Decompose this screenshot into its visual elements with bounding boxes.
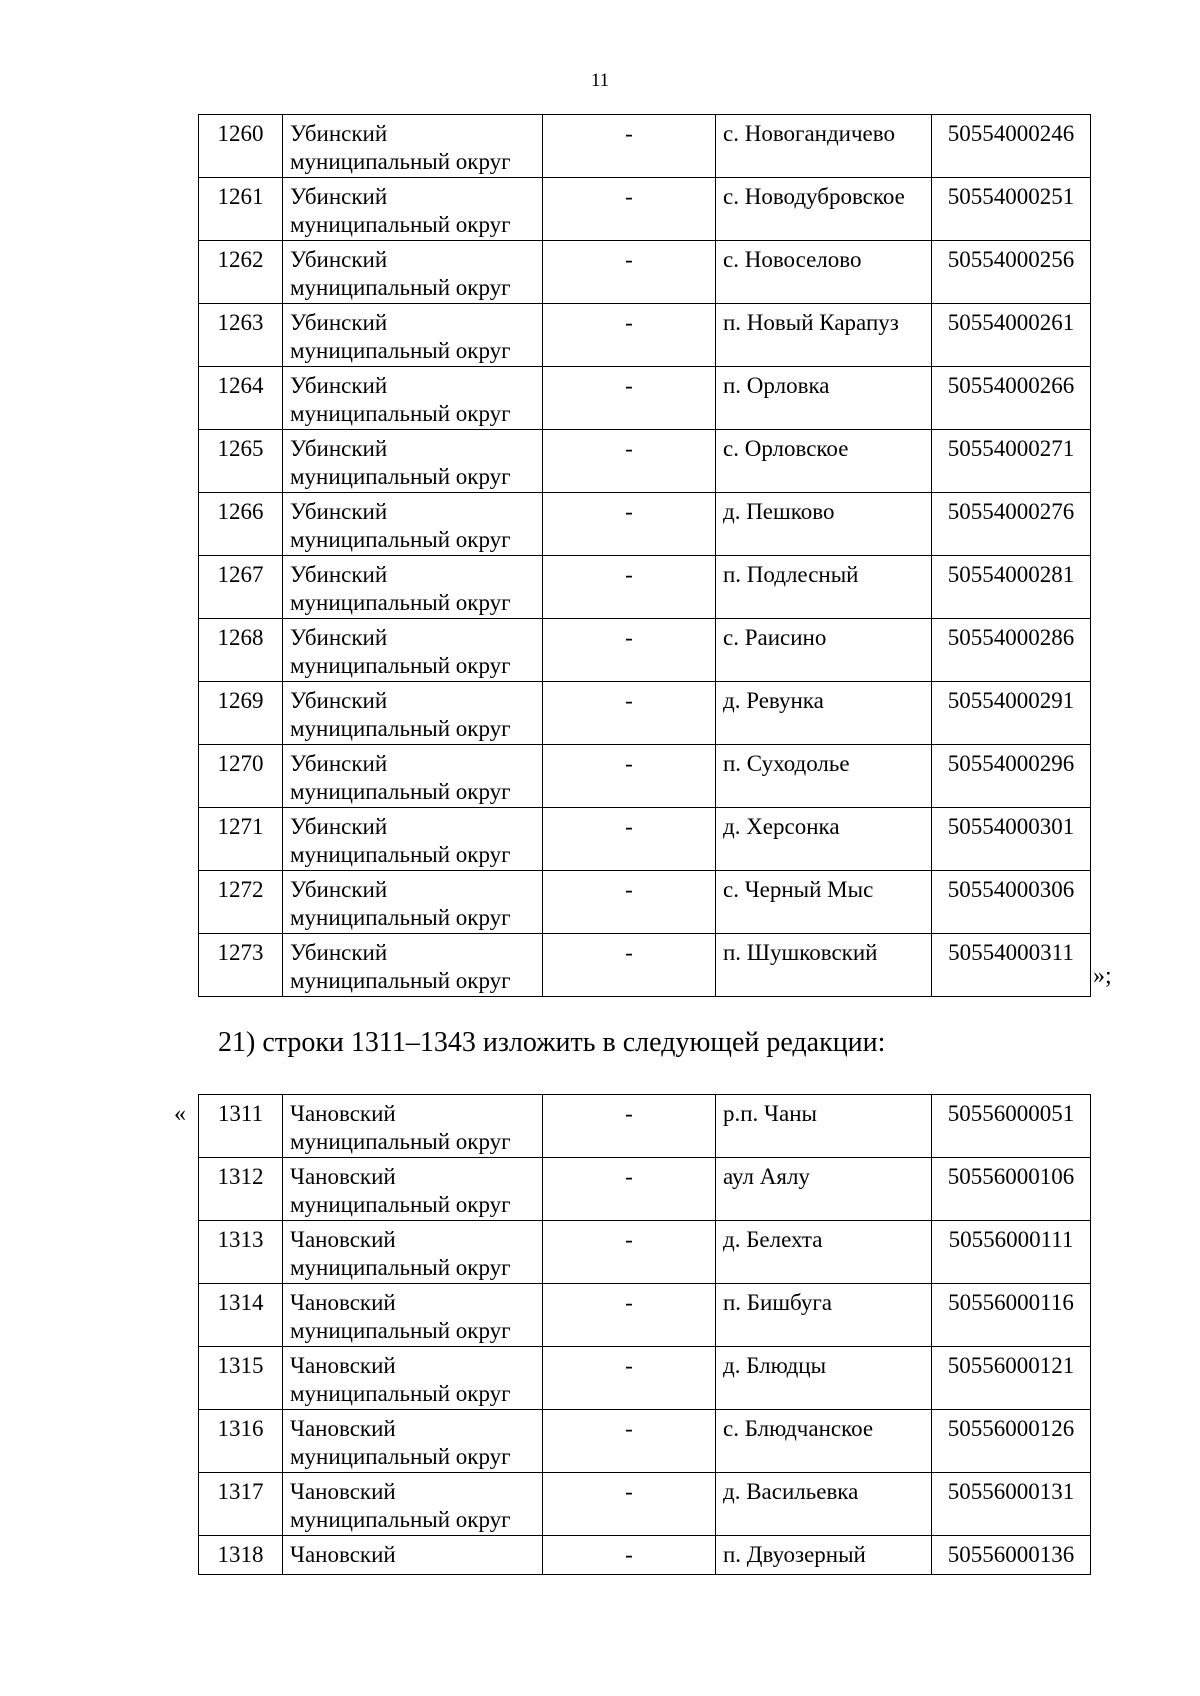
settlement-name-cell: д. Ревунка xyxy=(716,682,932,745)
district-line: Чановский xyxy=(290,1416,396,1441)
district-line: Убинский xyxy=(290,751,388,776)
district-cell xyxy=(283,934,543,997)
district-line: муниципальный округ xyxy=(290,338,511,363)
row-number-cell: 1318 xyxy=(199,1536,283,1575)
district-cell xyxy=(283,556,543,619)
row-number-cell: 1261 xyxy=(199,178,283,241)
district-line: Убинский xyxy=(290,247,388,272)
district-line: Чановский xyxy=(290,1164,396,1189)
page-number: 11 xyxy=(590,70,610,91)
district-line: муниципальный округ xyxy=(290,716,511,741)
district-cell xyxy=(283,745,543,808)
row-number-cell: 1266 xyxy=(199,493,283,556)
table-row xyxy=(199,1410,1091,1473)
table-row xyxy=(199,178,1091,241)
district-line: муниципальный округ xyxy=(290,149,511,174)
subdivision-cell: - xyxy=(543,808,716,871)
district-cell xyxy=(283,1284,543,1347)
settlement-name-cell: п. Двуозерный xyxy=(716,1536,932,1575)
table-row xyxy=(199,1221,1091,1284)
settlements-table-chanovsky-body xyxy=(199,1095,1091,1575)
settlement-name-cell: с. Раисино xyxy=(716,619,932,682)
district-line: Чановский xyxy=(290,1290,396,1315)
settlements-table-ubinsky xyxy=(198,114,1091,997)
district-line: муниципальный округ xyxy=(290,1381,511,1406)
oktmo-code-cell: 50556000126 xyxy=(932,1410,1091,1473)
table-row xyxy=(199,115,1091,178)
district-cell xyxy=(283,1095,543,1158)
settlement-name-cell: д. Белехта xyxy=(716,1221,932,1284)
row-number-cell: 1269 xyxy=(199,682,283,745)
subdivision-cell: - xyxy=(543,1347,716,1410)
district-line: муниципальный округ xyxy=(290,1444,511,1469)
subdivision-cell: - xyxy=(543,304,716,367)
oktmo-code-cell: 50556000051 xyxy=(932,1095,1091,1158)
closing-quote-mark: »; xyxy=(1093,963,1112,989)
district-line: муниципальный округ xyxy=(290,1255,511,1280)
district-cell xyxy=(283,1221,543,1284)
district-line: Убинский xyxy=(290,436,388,461)
district-line: Убинский xyxy=(290,814,388,839)
row-number-cell: 1311 xyxy=(199,1095,283,1158)
oktmo-code-cell: 50554000281 xyxy=(932,556,1091,619)
table-row xyxy=(199,619,1091,682)
district-cell xyxy=(283,367,543,430)
subdivision-cell: - xyxy=(543,1473,716,1536)
oktmo-code-cell: 50556000111 xyxy=(932,1221,1091,1284)
subdivision-cell: - xyxy=(543,682,716,745)
oktmo-code-cell: 50556000106 xyxy=(932,1158,1091,1221)
subdivision-cell: - xyxy=(543,493,716,556)
district-line: Убинский xyxy=(290,499,388,524)
district-line: муниципальный округ xyxy=(290,275,511,300)
settlements-table-chanovsky xyxy=(198,1094,1091,1575)
table-row xyxy=(199,556,1091,619)
row-number-cell: 1260 xyxy=(199,115,283,178)
subdivision-cell: - xyxy=(543,619,716,682)
table-row xyxy=(199,304,1091,367)
oktmo-code-cell: 50554000246 xyxy=(932,115,1091,178)
settlement-name-cell: п. Шушковский xyxy=(716,934,932,997)
row-number-cell: 1315 xyxy=(199,1347,283,1410)
district-line: Убинский xyxy=(290,877,388,902)
settlement-name-cell: с. Новоселово xyxy=(716,241,932,304)
table-row xyxy=(199,1347,1091,1410)
settlement-name-cell: аул Аялу xyxy=(716,1158,932,1221)
district-line: Чановский xyxy=(290,1227,396,1252)
oktmo-code-cell: 50556000116 xyxy=(932,1284,1091,1347)
district-cell xyxy=(283,1536,543,1575)
settlement-name-cell: с. Новодубровское xyxy=(716,178,932,241)
district-line: Убинский xyxy=(290,940,388,965)
district-line: муниципальный округ xyxy=(290,1129,511,1154)
settlement-name-cell: д. Пешково xyxy=(716,493,932,556)
district-cell xyxy=(283,871,543,934)
oktmo-code-cell: 50556000121 xyxy=(932,1347,1091,1410)
table-row xyxy=(199,1158,1091,1221)
district-line: муниципальный округ xyxy=(290,590,511,615)
oktmo-code-cell: 50554000256 xyxy=(932,241,1091,304)
subdivision-cell: - xyxy=(543,934,716,997)
district-line: муниципальный округ xyxy=(290,1507,511,1532)
subdivision-cell: - xyxy=(543,241,716,304)
subdivision-cell: - xyxy=(543,115,716,178)
district-cell xyxy=(283,808,543,871)
row-number-cell: 1313 xyxy=(199,1221,283,1284)
district-line: муниципальный округ xyxy=(290,212,511,237)
settlement-name-cell: с. Блюдчанское xyxy=(716,1410,932,1473)
table-row xyxy=(199,682,1091,745)
subdivision-cell: - xyxy=(543,367,716,430)
district-line: Убинский xyxy=(290,310,388,335)
settlement-name-cell: п. Новый Карапуз xyxy=(716,304,932,367)
subdivision-cell: - xyxy=(543,1158,716,1221)
oktmo-code-cell: 50554000296 xyxy=(932,745,1091,808)
row-number-cell: 1273 xyxy=(199,934,283,997)
district-cell xyxy=(283,241,543,304)
amendment-instruction: 21) строки 1311–1343 изложить в следующей редакции: xyxy=(218,1027,886,1058)
district-line: муниципальный округ xyxy=(290,905,511,930)
oktmo-code-cell: 50554000276 xyxy=(932,493,1091,556)
table-row xyxy=(199,493,1091,556)
district-cell xyxy=(283,619,543,682)
district-cell xyxy=(283,1347,543,1410)
subdivision-cell: - xyxy=(543,1095,716,1158)
district-cell xyxy=(283,1410,543,1473)
oktmo-code-cell: 50554000291 xyxy=(932,682,1091,745)
row-number-cell: 1267 xyxy=(199,556,283,619)
settlements-table-ubinsky-body xyxy=(199,115,1091,997)
oktmo-code-cell: 50554000301 xyxy=(932,808,1091,871)
settlement-name-cell: д. Блюдцы xyxy=(716,1347,932,1410)
oktmo-code-cell: 50556000131 xyxy=(932,1473,1091,1536)
subdivision-cell: - xyxy=(543,745,716,808)
subdivision-cell: - xyxy=(543,1410,716,1473)
district-line: Убинский xyxy=(290,184,388,209)
district-line: Чановский xyxy=(290,1542,396,1567)
table-row xyxy=(199,934,1091,997)
subdivision-cell: - xyxy=(543,1284,716,1347)
table-row xyxy=(199,1095,1091,1158)
row-number-cell: 1317 xyxy=(199,1473,283,1536)
row-number-cell: 1316 xyxy=(199,1410,283,1473)
row-number-cell: 1270 xyxy=(199,745,283,808)
district-cell xyxy=(283,682,543,745)
district-cell xyxy=(283,304,543,367)
table-row xyxy=(199,745,1091,808)
table-row xyxy=(199,367,1091,430)
table-row xyxy=(199,1284,1091,1347)
district-line: муниципальный округ xyxy=(290,527,511,552)
district-line: муниципальный округ xyxy=(290,1318,511,1343)
district-line: муниципальный округ xyxy=(290,653,511,678)
oktmo-code-cell: 50554000261 xyxy=(932,304,1091,367)
row-number-cell: 1312 xyxy=(199,1158,283,1221)
oktmo-code-cell: 50556000136 xyxy=(932,1536,1091,1575)
district-cell xyxy=(283,115,543,178)
district-line: Убинский xyxy=(290,625,388,650)
row-number-cell: 1271 xyxy=(199,808,283,871)
district-line: Чановский xyxy=(290,1353,396,1378)
subdivision-cell: - xyxy=(543,1536,716,1575)
table-row xyxy=(199,871,1091,934)
settlement-name-cell: д. Васильевка xyxy=(716,1473,932,1536)
table-row xyxy=(199,430,1091,493)
settlement-name-cell: с. Новогандичево xyxy=(716,115,932,178)
oktmo-code-cell: 50554000306 xyxy=(932,871,1091,934)
row-number-cell: 1263 xyxy=(199,304,283,367)
district-line: Убинский xyxy=(290,562,388,587)
table-row xyxy=(199,1473,1091,1536)
district-cell xyxy=(283,1473,543,1536)
district-line: муниципальный округ xyxy=(290,842,511,867)
oktmo-code-cell: 50554000311 xyxy=(932,934,1091,997)
table-row xyxy=(199,808,1091,871)
subdivision-cell: - xyxy=(543,430,716,493)
settlement-name-cell: р.п. Чаны xyxy=(716,1095,932,1158)
oktmo-code-cell: 50554000251 xyxy=(932,178,1091,241)
district-line: муниципальный округ xyxy=(290,1192,511,1217)
row-number-cell: 1272 xyxy=(199,871,283,934)
oktmo-code-cell: 50554000266 xyxy=(932,367,1091,430)
subdivision-cell: - xyxy=(543,871,716,934)
district-cell xyxy=(283,178,543,241)
settlement-name-cell: п. Суходолье xyxy=(716,745,932,808)
district-line: муниципальный округ xyxy=(290,968,511,993)
row-number-cell: 1262 xyxy=(199,241,283,304)
district-line: муниципальный округ xyxy=(290,401,511,426)
subdivision-cell: - xyxy=(543,556,716,619)
oktmo-code-cell: 50554000286 xyxy=(932,619,1091,682)
table-row xyxy=(199,241,1091,304)
district-line: муниципальный округ xyxy=(290,464,511,489)
oktmo-code-cell: 50554000271 xyxy=(932,430,1091,493)
subdivision-cell: - xyxy=(543,1221,716,1284)
settlement-name-cell: с. Черный Мыс xyxy=(716,871,932,934)
district-line: муниципальный округ xyxy=(290,779,511,804)
table-row xyxy=(199,1536,1091,1575)
district-line: Убинский xyxy=(290,121,388,146)
settlement-name-cell: п. Подлесный xyxy=(716,556,932,619)
district-line: Чановский xyxy=(290,1479,396,1504)
district-cell xyxy=(283,493,543,556)
district-cell xyxy=(283,430,543,493)
row-number-cell: 1265 xyxy=(199,430,283,493)
row-number-cell: 1268 xyxy=(199,619,283,682)
settlement-name-cell: с. Орловское xyxy=(716,430,932,493)
subdivision-cell: - xyxy=(543,178,716,241)
opening-quote-mark: « xyxy=(174,1101,186,1127)
row-number-cell: 1314 xyxy=(199,1284,283,1347)
settlement-name-cell: п. Орловка xyxy=(716,367,932,430)
row-number-cell: 1264 xyxy=(199,367,283,430)
district-cell xyxy=(283,1158,543,1221)
district-line: Убинский xyxy=(290,373,388,398)
district-line: Чановский xyxy=(290,1101,396,1126)
settlement-name-cell: п. Бишбуга xyxy=(716,1284,932,1347)
district-line: Убинский xyxy=(290,688,388,713)
settlement-name-cell: д. Херсонка xyxy=(716,808,932,871)
